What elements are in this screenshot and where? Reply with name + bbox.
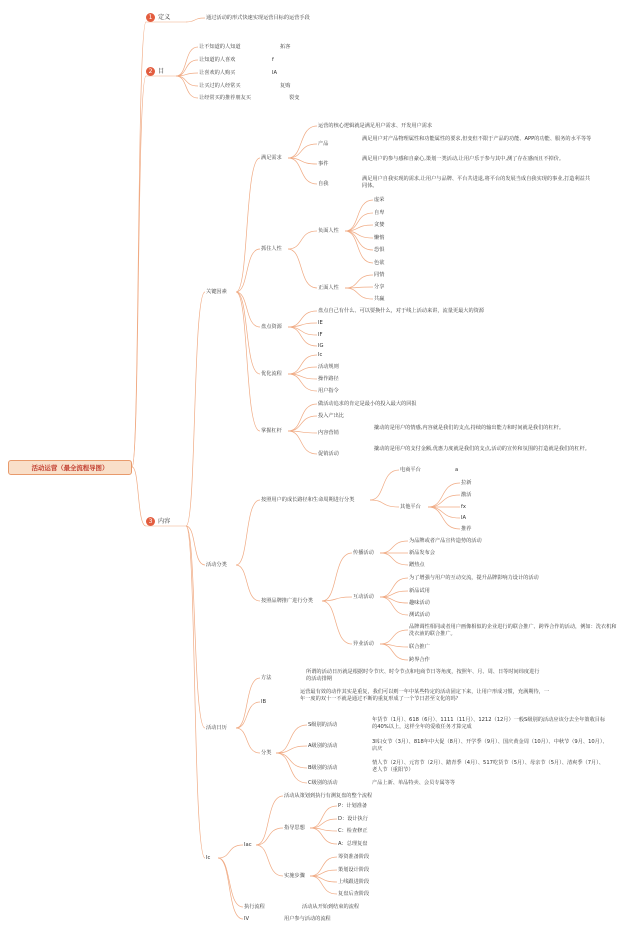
iac-label[interactable]: Iac	[244, 842, 252, 848]
connector	[236, 158, 260, 292]
connector	[236, 702, 260, 728]
connector	[380, 630, 408, 644]
ic-label[interactable]: Ic	[206, 855, 211, 861]
demand-label[interactable]: 满足需求	[261, 155, 282, 161]
connector	[186, 526, 205, 858]
interact-activity-item: 为了增强与用户的互动交流，提升品牌影响力设计的活动	[409, 575, 539, 581]
spread-activity-item: 新品发布会	[409, 550, 435, 556]
section-number-badge: 1	[146, 13, 155, 22]
connector	[236, 728, 260, 753]
leverage-item-text: 撬动的是用户的情感,内容就是我们的支点,持续的输出能力和时间就是我们的杠杆。	[374, 425, 565, 431]
leverage-label[interactable]: 掌握杠杆	[261, 428, 282, 434]
connector	[380, 578, 408, 597]
calendar-ib-text: 运营最有效的动作其实是重复，我们可以则一年中某些特定的活动固定下来，让用户形成习惯，充满期待，一年一度的双十一不就是通过不断的重复形成了一个节日甚至文化的吗？	[300, 689, 550, 702]
connector	[288, 231, 317, 249]
grade-row-label: A级别的活动	[308, 743, 338, 749]
connector	[256, 845, 283, 876]
guide-item: D：设计执行	[338, 816, 368, 822]
connector	[310, 828, 337, 844]
negative-nature-item: 虚荣	[374, 197, 385, 203]
connector	[428, 495, 460, 507]
other-platform-item: 拉新	[461, 480, 472, 486]
connector	[288, 249, 317, 288]
positive-nature-label[interactable]: 正面人性	[318, 285, 339, 291]
demand-row-label: 事件	[318, 161, 329, 167]
connector	[288, 416, 317, 431]
other-platform-label[interactable]: 其他平台	[400, 504, 421, 510]
interact-activity-item: 新品试用	[409, 588, 430, 594]
negative-nature-item: 贪婪	[374, 222, 385, 228]
demand-row-text: 满足用户的参与感和自豪心,策划一类活动,让用户乐于参与其中,测了存在感而且不掉价。	[362, 156, 565, 162]
spread-activity-label[interactable]: 传播活动	[353, 550, 374, 556]
connector	[310, 857, 337, 876]
interact-activity-label[interactable]: 互动活动	[353, 594, 374, 600]
positive-nature-item: 同情	[374, 272, 385, 278]
connector	[256, 796, 283, 845]
grade-row-text: 3I妇女节（3月）、818年中大促（8月）、开学季（9月）、国庆黄金周（10月）、中秋节（9月、10月）、店庆	[372, 739, 608, 752]
connector	[380, 541, 408, 553]
connector	[186, 526, 205, 728]
guide-item: C：检查修正	[338, 828, 368, 834]
connector	[345, 275, 373, 288]
root-node[interactable]: 活动运营（最全流程导图）	[8, 460, 132, 475]
activity-class-label[interactable]: 活动分类	[206, 562, 227, 568]
calendar-method-text: 所谓的活动日历就是根据时令节庆、时令节点和电商节日等角度，按照年、月、周、日等时间纬度进行的活动排期	[306, 669, 540, 682]
exec-flow-label[interactable]: 执行流程	[244, 904, 265, 910]
section-content[interactable]	[146, 516, 170, 527]
cross-activity-item: 联合推广	[409, 644, 430, 650]
optimize-flow-item: 用户指令	[318, 388, 339, 394]
connector	[236, 500, 260, 565]
connector	[288, 158, 317, 184]
resources-item: 盘点自己有什么、可以要换什么，对于线上活动来讲，流量更最大的资源	[318, 308, 485, 314]
negative-nature-item: 懒惰	[374, 235, 385, 241]
connector	[236, 249, 260, 292]
connector	[176, 76, 198, 98]
section-goal[interactable]	[146, 66, 164, 77]
grade-row-label: S级别的活动	[308, 722, 338, 728]
connector	[218, 858, 243, 907]
connector	[186, 292, 205, 526]
guide-item: P：计划准备	[338, 803, 368, 809]
connector	[310, 806, 337, 828]
connector	[236, 565, 260, 601]
demand-core: 运营的核心逻辑就是满足用户需求、开发用户需求	[318, 123, 433, 129]
goal-item-value: 裂变	[289, 95, 300, 101]
leverage-item: 内容营销	[318, 430, 339, 436]
other-platform-item: 推荐	[461, 526, 472, 532]
cross-activity-item: 品牌调性相同或者用户画像相似的企业进行的联合推广、跨界合作的活动，例如：洗衣机和洗衣液的联合推广。	[409, 624, 617, 637]
goal-item-value: 拓客	[280, 44, 291, 50]
connector	[176, 60, 198, 76]
connector	[310, 876, 337, 894]
connector	[288, 327, 317, 335]
connector	[345, 213, 373, 231]
negative-nature-item: 色欲	[374, 260, 385, 266]
cross-activity-label[interactable]: 异业活动	[353, 641, 374, 647]
brand-class-label[interactable]: 按照品牌推广进行分类	[261, 598, 313, 604]
resources-item: IG	[318, 343, 324, 349]
goal-item-label: 让不知道的人知道	[199, 44, 241, 50]
steps-item: 复盘后查阶段	[338, 891, 370, 897]
human-nature-label[interactable]: 抓住人性	[261, 246, 282, 252]
connector	[322, 553, 352, 601]
calendar-ib-label[interactable]: IB	[261, 699, 267, 705]
activity-calendar-label[interactable]: 活动日历	[206, 725, 227, 731]
leverage-item-text: 撬动的是用户的支付金额,优惠力度就是我们的支点,活动的宣传和氛围的打造就是我们的杠杆。	[374, 446, 590, 452]
connector	[132, 467, 146, 526]
goal-item-value: f	[272, 57, 274, 63]
leverage-item: 做活动追求的肯定是最小的投入最大的回报	[318, 401, 417, 407]
connector	[322, 597, 352, 601]
guide-label[interactable]: 指导思想	[284, 825, 305, 831]
connector	[176, 73, 198, 76]
goal-item-label: 让知道的人喜欢	[199, 57, 236, 63]
grade-row-label: C级别的活动	[308, 780, 338, 786]
leverage-item: 促销活动	[318, 451, 339, 457]
connector	[288, 431, 317, 454]
calendar-grade-label[interactable]: 分类	[261, 750, 272, 756]
connector	[218, 858, 243, 919]
demand-row-label: 自我	[318, 181, 329, 187]
connector	[288, 144, 317, 158]
iv-text: 用户参与活动的流程	[284, 916, 331, 922]
optimize-flow-item: Ic	[318, 352, 323, 358]
connector	[380, 597, 408, 615]
leverage-item: 投入产出比	[318, 413, 344, 419]
connector	[176, 47, 198, 76]
ecommerce-value: a	[455, 467, 459, 473]
goal-item-label: 让喜欢的人购买	[199, 70, 236, 76]
iv-label[interactable]: IV	[244, 916, 250, 922]
connector	[236, 292, 260, 374]
positive-nature-item: 共赢	[374, 296, 385, 302]
guide-item: A：总理复盘	[338, 841, 368, 847]
connector	[186, 18, 205, 22]
lifecycle-class-label[interactable]: 按照用户的成长路径和生命周期进行分类	[261, 497, 355, 503]
steps-item: 筹资准备阶段	[338, 854, 370, 860]
section-number-badge: 3	[146, 517, 155, 526]
section-number-badge: 2	[146, 67, 155, 76]
exec-flow-text: 活动从开始到结束的流程	[302, 904, 360, 910]
iac-top: 活动从策划到执行有测复盘的整个流程	[284, 793, 373, 799]
grade-row-text: 情人节（2月）、元宵节（2月）、踏青季（4月）、517吃货节（5月）、母亲节（5月）、清爽季（7月）、老人节（重阳节）	[372, 760, 604, 773]
connector	[176, 76, 198, 86]
connector	[288, 126, 317, 158]
connector	[345, 288, 373, 299]
connector	[370, 500, 399, 507]
connector	[380, 553, 408, 565]
connector	[345, 231, 373, 263]
demand-row-text: 满足用户自我实现的需求,让用户与品牌、平台共进退,将平台的发展当成自我实现的事业,打造利益共同体。	[362, 176, 591, 189]
steps-item: 策划设计阶段	[338, 867, 370, 873]
section-goal-label: 目	[158, 68, 165, 75]
connector	[218, 845, 243, 858]
connector	[288, 355, 317, 374]
ecommerce-label[interactable]: 电商平台	[400, 467, 421, 473]
demand-row-label: 产品	[318, 141, 329, 147]
demand-row-text: 满足用户对产品物理属性和功能属性的要求,但变但不限于产品的功能、APP的功能、服务的水平等等	[362, 136, 592, 142]
resources-item: IF	[318, 332, 323, 338]
cross-activity-item: 跨界合作	[409, 657, 430, 663]
steps-item: 上线跟进阶段	[338, 879, 370, 885]
goal-item-value: 复购	[280, 83, 291, 89]
connector	[370, 470, 399, 500]
grade-row-text: 产品上新、单品特卖、会员专属等等	[372, 780, 456, 786]
connector	[276, 753, 307, 768]
connector	[256, 828, 283, 845]
connector	[288, 327, 317, 346]
goal-item-label: 让经常买的推荐朋友买	[199, 95, 251, 101]
connector	[132, 76, 146, 467]
grade-row-text: 年货节（1月）、618（6月）、1111（11月）、1212（12月）一般S级别的活动应该分去全年策收目标的40%以上，这样全年的爱收任务才算完成	[372, 717, 606, 730]
other-platform-item: 激活	[461, 492, 472, 498]
connector	[288, 367, 317, 374]
connector	[345, 231, 373, 250]
spread-activity-item: 蹭热点	[409, 562, 425, 568]
positive-nature-item: 分享	[374, 284, 385, 290]
interact-activity-item: 趣味活动	[409, 600, 430, 606]
negative-nature-item: 自卑	[374, 210, 385, 216]
optimize-flow-label[interactable]: 优化流程	[261, 371, 282, 377]
goal-item-value: IA	[272, 70, 278, 76]
connector	[322, 601, 352, 644]
section-define[interactable]	[146, 12, 170, 23]
other-platform-item: fx	[461, 504, 466, 510]
section-define-label: 定义	[158, 14, 171, 21]
section-content-label: 内容	[158, 518, 171, 525]
optimize-flow-item: 活动规则	[318, 364, 339, 370]
connector	[236, 678, 260, 728]
connector	[380, 644, 408, 660]
spread-activity-item: 为品牌或者产品宣传造势的活动	[409, 538, 482, 544]
define-description: 通过活动的形式快速实现运营目标的运营手段	[206, 15, 310, 21]
interact-activity-item: 测试活动	[409, 612, 430, 618]
key-factors-label[interactable]: 关键因素	[206, 289, 227, 295]
resources-label[interactable]: 盘点资源	[261, 324, 282, 330]
goal-item-label: 让买过的人经常买	[199, 83, 241, 89]
grade-row-label: B级别的活动	[308, 765, 338, 771]
connector	[428, 507, 460, 518]
connector	[288, 404, 317, 431]
negative-nature-item: 恐惧	[374, 247, 385, 253]
optimize-flow-item: 操作路径	[318, 376, 339, 382]
connector	[310, 819, 337, 828]
other-platform-item: IA	[461, 515, 467, 521]
negative-nature-label[interactable]: 负面人性	[318, 228, 339, 234]
connector	[345, 200, 373, 231]
resources-item: IE	[318, 320, 323, 326]
steps-label[interactable]: 实施步骤	[284, 873, 305, 879]
calendar-method-label[interactable]: 方法	[261, 675, 272, 681]
